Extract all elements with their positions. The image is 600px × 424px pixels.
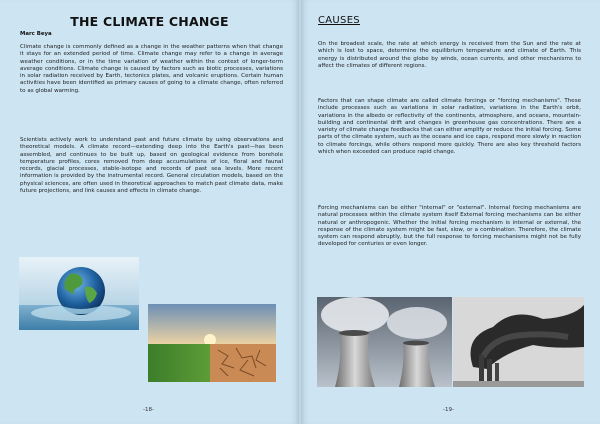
research-paragraph: Scientists actively work to understand past and future climate by using observations and theoretical models. A climate record—extending deep into the Earth's past—has been assembled, and continues to be built up, based on geological evidence from borehole temperature profiles, cores removed from deep accumulations of ice, floral and faunal records, glacial processes, stable-isotope and records of past sea levels. More recent information is provided by the instrumental record. General circulation models, based on the physical sciences, are often used in theoretical approaches to match past climate data, make future projections, and link causes and effects in climate change.	[20, 137, 283, 194]
causes-paragraph-3: Forcing mechanisms can be either "internal" or "external". Internal forcing mechanisms are natural processes within the climate system itself External forcing mechanisms can be either natural or anthropogenic. Whether the initial forcing mechanism is internal or external, the response of the climate system might be fast, slow, or a combination. Therefore, the climate system can respond abruptly, but the full response to forcing mechanisms might not be fully developed for centuries or even longer.	[318, 205, 581, 248]
page-title: THE CLIMATE CHANGE	[70, 14, 229, 29]
causes-paragraph-1: On the broadest scale, the rate at which energy is received from the Sun and the rate at which is lost to space, determine the equilibrium temperature and climate of Earth. This energy is distributed around the globe by winds, ocean currents, and other mechanisms to affect the climates of different regions.	[318, 41, 581, 69]
smokestacks-image	[453, 297, 584, 387]
cooling-towers-image	[317, 297, 452, 387]
left-page	[0, 0, 299, 424]
melting-earth-image	[19, 257, 139, 330]
page-number-right: -19-	[443, 407, 454, 413]
drought-field-image	[148, 304, 276, 382]
intro-paragraph: Climate change is commonly defined as a change in the weather patterns when that change it stays for an extended period of time. Climate change may refer to a change in average weather conditions, or in the time variation of weather within the context of longer-term average conditions. Climate change is caused by factors such as biotic processes, variations in solar radiation received by Earth, tectonics plates, and volcanic eruptions. Certain human activities have been identified as primary causes of going to a climate change, often referred to as global warming.	[20, 44, 283, 94]
page-number-left: -18-	[143, 407, 154, 413]
author-name: Marc Beya	[20, 31, 52, 37]
causes-paragraph-2: Factors that can shape climate are called climate forcings or "forcing mechanisms". These include processes such as variations in solar radiation, variations in the Earth's orbit, variations in the albedo or reflectivity of the continents, atmosphere, and oceans, mountain-building and continental drift and changes in greenhouse gas concentrations. There are a variety of climate change feedbacks that can either amplify or reduce the initial forcing. Some parts of the climate system, such as the oceans and ice caps, respond more slowly in reaction to climate forcings, while others respond more quickly. There are also key threshold factors which when exceeded can produce rapid change.	[318, 98, 581, 155]
section-heading: CAUSES	[318, 15, 360, 26]
